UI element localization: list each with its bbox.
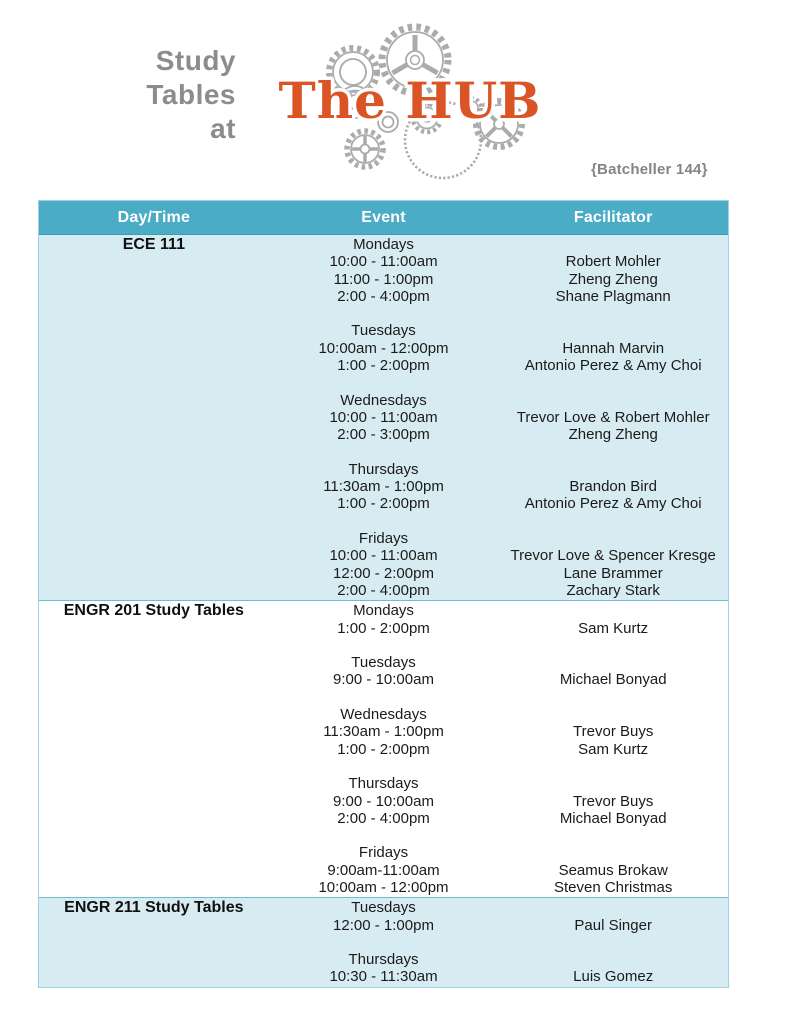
facilitator-name: Hannah Marvin [562, 339, 665, 357]
day-label: Tuesdays [351, 899, 416, 917]
table-row [39, 897, 728, 986]
section-name: ENGR 211 Study Tables [64, 899, 244, 917]
day-label: Wednesdays [340, 391, 427, 409]
facilitator-name: Trevor Love & Spencer Kresge [510, 547, 716, 565]
table-header-row [39, 201, 728, 235]
facilitator-name: Steven Christmas [553, 878, 673, 896]
time-slot: 2:00 - 4:00pm [337, 581, 430, 599]
time-slot: 2:00 - 3:00pm [337, 426, 430, 444]
time-slot: 9:00 - 10:00am [333, 671, 434, 689]
facilitator-name: Michael Bonyad [559, 671, 667, 689]
facilitator-cell [498, 899, 728, 985]
table-row [39, 600, 728, 897]
section-name-cell [39, 602, 269, 896]
column-header-facilitator: Facilitator [573, 208, 653, 226]
facilitator-name: Brandon Bird [569, 478, 657, 496]
time-slot: 10:30 - 11:30am [329, 968, 438, 986]
day-label: Thursdays [348, 775, 419, 793]
schedule-table [38, 200, 729, 988]
facilitator-name: Zheng Zheng [568, 270, 658, 288]
time-slot: 10:00 - 11:00am [329, 547, 438, 565]
logo-text: The HUB [278, 71, 542, 130]
facilitator-name: Seamus Brokaw [558, 861, 668, 879]
time-slot: 2:00 - 4:00pm [337, 809, 430, 827]
time-slot: 1:00 - 2:00pm [337, 495, 430, 513]
day-label: Thursdays [348, 951, 419, 969]
facilitator-cell [498, 602, 728, 896]
time-slot: 9:00am-11:00am [327, 861, 440, 879]
page-title [58, 44, 236, 146]
time-slot: 11:00 - 1:00pm [333, 270, 434, 288]
time-slot: 12:00 - 2:00pm [333, 564, 434, 582]
time-slot: 1:00 - 2:00pm [337, 619, 430, 637]
schedule-table-body [39, 235, 728, 987]
facilitator-name: Luis Gomez [573, 968, 654, 986]
time-slot: 2:00 - 4:00pm [337, 287, 430, 305]
title-line-2: Tables [146, 79, 236, 110]
facilitator-name: Trevor Buys [573, 723, 654, 741]
facilitator-name: Zachary Stark [566, 581, 660, 599]
facilitator-name: Sam Kurtz [578, 740, 649, 758]
time-slot: 10:00am - 12:00pm [318, 878, 449, 896]
facilitator-name: Lane Brammer [563, 564, 663, 582]
day-label: Mondays [353, 236, 414, 253]
section-name-cell [39, 236, 269, 599]
day-label: Mondays [353, 602, 414, 620]
day-label: Fridays [358, 844, 409, 862]
time-slot: 1:00 - 2:00pm [337, 740, 430, 758]
facilitator-cell [498, 236, 728, 599]
column-header-event: Event [361, 208, 406, 226]
table-row [39, 235, 728, 600]
section-name-cell [39, 899, 269, 985]
day-label: Tuesdays [351, 322, 416, 340]
time-slot: 1:00 - 2:00pm [337, 357, 430, 375]
room-label: {Batcheller 144} [591, 161, 708, 178]
time-slot: 11:30am - 1:00pm [323, 478, 444, 496]
facilitator-name: Shane Plagmann [555, 287, 671, 305]
facilitator-name: Sam Kurtz [578, 619, 649, 637]
time-slot: 11:30am - 1:00pm [323, 723, 444, 741]
column-header-day-time: Day/Time [117, 208, 191, 226]
day-label: Tuesdays [351, 654, 416, 672]
time-slot: 12:00 - 1:00pm [333, 916, 434, 934]
day-label: Wednesdays [340, 706, 427, 724]
event-cell [269, 899, 499, 985]
facilitator-name: Michael Bonyad [559, 809, 667, 827]
title-line-3: at [210, 113, 236, 144]
day-label: Thursdays [348, 460, 419, 478]
hub-logo [275, 2, 545, 184]
event-cell [269, 236, 499, 599]
facilitator-name: Trevor Love & Robert Mohler [516, 408, 710, 426]
facilitator-name: Zheng Zheng [568, 426, 658, 444]
event-cell [269, 602, 499, 896]
day-label: Fridays [358, 530, 409, 548]
facilitator-name: Paul Singer [574, 916, 652, 934]
time-slot: 10:00 - 11:00am [329, 408, 438, 426]
facilitator-name: Antonio Perez & Amy Choi [524, 357, 702, 375]
time-slot: 10:00 - 11:00am [329, 253, 438, 271]
title-line-1: Study [155, 45, 236, 76]
time-slot: 10:00am - 12:00pm [318, 339, 449, 357]
facilitator-name: Antonio Perez & Amy Choi [524, 495, 702, 513]
facilitator-name: Robert Mohler [565, 253, 661, 271]
section-name: ECE 111 [122, 236, 185, 253]
facilitator-name: Trevor Buys [573, 792, 654, 810]
section-name: ENGR 201 Study Tables [63, 602, 244, 620]
time-slot: 9:00 - 10:00am [333, 792, 434, 810]
hub-logo-graphic [275, 2, 545, 184]
